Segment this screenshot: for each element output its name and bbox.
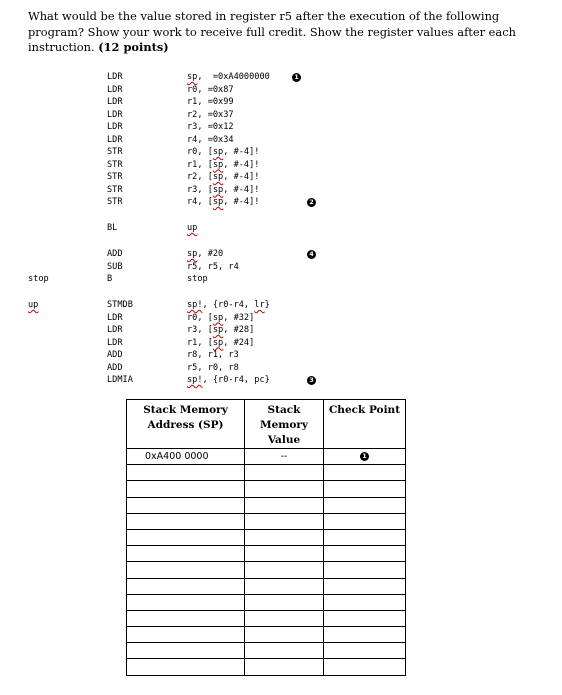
code-operands bbox=[187, 299, 270, 312]
operand-register: sp bbox=[212, 184, 224, 195]
code-operands bbox=[187, 261, 239, 274]
operand-register: sp! bbox=[187, 300, 203, 310]
code-operands bbox=[187, 84, 234, 97]
code-label: stop bbox=[28, 274, 49, 284]
code-operands bbox=[187, 349, 239, 362]
cell-value bbox=[245, 497, 324, 513]
operand-text: , {r0-r4, bbox=[202, 300, 255, 310]
operand-text: } bbox=[264, 300, 270, 310]
code-line bbox=[0, 222, 562, 235]
operand-text: , #28] bbox=[223, 325, 255, 335]
cell-address bbox=[127, 610, 245, 626]
code-operands bbox=[187, 109, 234, 122]
code-label: up bbox=[28, 300, 39, 310]
code-line bbox=[0, 109, 562, 122]
operand-text: , #32] bbox=[223, 312, 255, 323]
table-row bbox=[127, 643, 406, 659]
table-row bbox=[127, 610, 406, 626]
checkpoint-marker-icon: 2 bbox=[307, 198, 316, 207]
cell-address bbox=[127, 546, 245, 562]
cell-address bbox=[127, 578, 245, 594]
header-checkpoint: Check Point bbox=[324, 400, 406, 449]
code-operands bbox=[187, 71, 270, 84]
code-line bbox=[0, 171, 562, 184]
code-line bbox=[0, 134, 562, 147]
cell-address bbox=[127, 481, 245, 497]
cell-value bbox=[245, 529, 324, 545]
question-body: What would be the value stored in register r5 after the execution of the following program? Show your work to receive full credit. Show the register values after each instruction. bbox=[28, 9, 516, 54]
operand-text: r3, [ bbox=[187, 184, 213, 195]
code-line bbox=[0, 96, 562, 109]
cell-checkpoint bbox=[324, 594, 406, 610]
operand-text: , #-4]! bbox=[223, 184, 260, 195]
code-opcode: STR bbox=[107, 172, 123, 182]
code-operands bbox=[187, 248, 223, 261]
cell-checkpoint bbox=[324, 659, 406, 675]
code-opcode: STR bbox=[107, 197, 123, 207]
code-line bbox=[0, 312, 562, 325]
code-line bbox=[0, 84, 562, 97]
cell-address bbox=[127, 529, 245, 545]
code-opcode: SUB bbox=[107, 261, 123, 272]
operand-register: sp bbox=[187, 72, 198, 82]
cell-address bbox=[127, 659, 245, 675]
code-operands bbox=[187, 222, 197, 235]
table-row bbox=[127, 578, 406, 594]
table-row bbox=[127, 546, 406, 562]
table-row bbox=[127, 659, 406, 675]
cell-checkpoint bbox=[324, 546, 406, 562]
stack-table-body bbox=[127, 449, 406, 676]
cell-checkpoint bbox=[324, 513, 406, 529]
code-opcode: ADD bbox=[107, 350, 123, 360]
code-line bbox=[0, 337, 562, 350]
operand-text: r5, r5, r4 bbox=[187, 261, 239, 272]
code-opcode: LDR bbox=[107, 337, 123, 348]
cell-checkpoint bbox=[324, 465, 406, 481]
operand-register: sp bbox=[212, 172, 224, 182]
cell-value bbox=[245, 546, 324, 562]
code-opcode: STR bbox=[107, 159, 123, 170]
table-row bbox=[127, 481, 406, 497]
operand-register: sp! bbox=[187, 375, 203, 385]
cell-value bbox=[245, 627, 324, 643]
code-line bbox=[0, 196, 562, 209]
cell-value: -- bbox=[245, 449, 324, 465]
code-opcode: LDR bbox=[107, 109, 123, 120]
cell-address bbox=[127, 562, 245, 578]
table-row bbox=[127, 497, 406, 513]
operand-text: , #24] bbox=[223, 337, 255, 348]
code-opcode: LDR bbox=[107, 134, 123, 145]
checkpoint-marker-icon: 4 bbox=[307, 250, 316, 259]
code-operands bbox=[187, 312, 254, 325]
cell-checkpoint bbox=[324, 449, 406, 465]
operand-text: r0, =0x87 bbox=[187, 84, 234, 95]
operand-text: , #-4]! bbox=[223, 197, 260, 207]
cell-checkpoint bbox=[324, 497, 406, 513]
code-line bbox=[0, 261, 562, 274]
cell-checkpoint bbox=[324, 627, 406, 643]
code-opcode: ADD bbox=[107, 362, 123, 373]
code-operands bbox=[187, 337, 254, 350]
operand-register: sp bbox=[212, 147, 224, 157]
operand-text: r1, =0x99 bbox=[187, 97, 234, 107]
operand-text: , #-4]! bbox=[223, 172, 260, 182]
operand-text: r0, [ bbox=[187, 312, 213, 323]
code-opcode: LDR bbox=[107, 97, 123, 107]
operand-text: r2, =0x37 bbox=[187, 109, 234, 120]
code-line bbox=[0, 374, 562, 387]
operand-text: r1, [ bbox=[187, 159, 213, 170]
code-opcode: LDR bbox=[107, 84, 123, 95]
cell-value bbox=[245, 643, 324, 659]
table-row bbox=[127, 465, 406, 481]
code-opcode: STR bbox=[107, 147, 123, 157]
cell-checkpoint bbox=[324, 610, 406, 626]
operand-text: r5, r0, r8 bbox=[187, 362, 239, 373]
code-line bbox=[0, 299, 562, 312]
cell-address bbox=[127, 465, 245, 481]
table-row bbox=[127, 562, 406, 578]
cell-value bbox=[245, 578, 324, 594]
code-opcode: LDR bbox=[107, 72, 123, 82]
operand-text: , #-4]! bbox=[223, 159, 260, 170]
cell-address bbox=[127, 594, 245, 610]
cell-checkpoint bbox=[324, 562, 406, 578]
cell-checkpoint bbox=[324, 643, 406, 659]
code-operands bbox=[187, 134, 234, 147]
cell-value bbox=[245, 594, 324, 610]
operand-register: sp bbox=[187, 249, 198, 259]
operand-text: r8, r1, r3 bbox=[187, 350, 239, 360]
code-line bbox=[0, 362, 562, 375]
code-opcode: ADD bbox=[107, 249, 123, 259]
code-operands bbox=[187, 184, 259, 197]
operand-text: r1, [ bbox=[187, 337, 213, 348]
code-opcode: LDR bbox=[107, 312, 123, 323]
code-operands bbox=[187, 196, 259, 209]
code-line bbox=[0, 349, 562, 362]
code-opcode: LDR bbox=[107, 325, 123, 335]
operand-register: up bbox=[187, 223, 198, 233]
code-opcode: LDR bbox=[107, 122, 123, 132]
table-row bbox=[127, 529, 406, 545]
cell-checkpoint bbox=[324, 481, 406, 497]
code-line bbox=[0, 71, 562, 84]
cell-address bbox=[127, 513, 245, 529]
cell-address: 0xA400 0000 bbox=[127, 449, 245, 465]
operand-text: r2, [ bbox=[187, 172, 213, 182]
code-line bbox=[0, 324, 562, 337]
stack-table bbox=[126, 399, 406, 676]
cell-address bbox=[127, 627, 245, 643]
code-operands bbox=[187, 146, 259, 159]
cell-value bbox=[245, 465, 324, 481]
code-opcode: STMDB bbox=[107, 300, 133, 310]
code-operands bbox=[187, 159, 259, 172]
operand-text: r0, [ bbox=[187, 147, 213, 157]
code-line bbox=[0, 248, 562, 261]
operand-register: sp bbox=[212, 197, 224, 207]
operand-register: sp bbox=[212, 337, 224, 348]
code-operands bbox=[187, 324, 254, 337]
operand-text: r3, [ bbox=[187, 325, 213, 335]
code-operands bbox=[187, 171, 259, 184]
checkpoint-marker-icon: 1 bbox=[360, 452, 369, 461]
cell-value bbox=[245, 562, 324, 578]
code-line bbox=[0, 273, 562, 286]
cell-value bbox=[245, 610, 324, 626]
header-address: Stack Memory Address (SP) bbox=[127, 400, 245, 449]
code-operands bbox=[187, 121, 234, 134]
code-operands bbox=[187, 374, 270, 387]
cell-checkpoint bbox=[324, 578, 406, 594]
operand-text: , #20 bbox=[197, 249, 224, 259]
operand-register: sp bbox=[212, 325, 224, 335]
operand-register: sp bbox=[212, 159, 224, 170]
checkpoint-marker-icon: 3 bbox=[307, 376, 316, 385]
code-operands bbox=[187, 362, 239, 375]
table-row bbox=[127, 513, 406, 529]
operand-text: , =0xA4000000 bbox=[197, 72, 270, 82]
table-row bbox=[127, 627, 406, 643]
code-opcode: STR bbox=[107, 184, 123, 195]
cell-value bbox=[245, 659, 324, 675]
code-line bbox=[0, 146, 562, 159]
operand-text: , {r0-r4, pc} bbox=[202, 375, 270, 385]
code-line bbox=[0, 159, 562, 172]
operand-text: stop bbox=[187, 274, 208, 284]
checkpoint-marker-icon: 1 bbox=[292, 73, 301, 82]
cell-value bbox=[245, 481, 324, 497]
question-points: (12 points) bbox=[98, 40, 169, 54]
header-value: Stack Memory Value bbox=[245, 400, 324, 449]
code-operands bbox=[187, 96, 234, 109]
cell-address bbox=[127, 643, 245, 659]
code-operands bbox=[187, 273, 208, 286]
cell-value bbox=[245, 513, 324, 529]
code-opcode: B bbox=[107, 274, 113, 284]
cell-checkpoint bbox=[324, 529, 406, 545]
operand-text: r4, [ bbox=[187, 197, 213, 207]
code-line bbox=[0, 184, 562, 197]
table-row bbox=[127, 449, 406, 465]
code-opcode: LDMIA bbox=[107, 375, 133, 385]
operand-register: sp bbox=[212, 312, 224, 323]
operand-text: r4, =0x34 bbox=[187, 134, 234, 145]
code-line bbox=[0, 121, 562, 134]
cell-address bbox=[127, 497, 245, 513]
code-opcode: BL bbox=[107, 223, 118, 233]
table-row bbox=[127, 594, 406, 610]
operand-register: lr bbox=[254, 300, 265, 310]
operand-text: r3, =0x12 bbox=[187, 122, 234, 132]
question-text bbox=[28, 9, 528, 56]
operand-text: , #-4]! bbox=[223, 147, 260, 157]
stack-table-header bbox=[127, 400, 406, 449]
